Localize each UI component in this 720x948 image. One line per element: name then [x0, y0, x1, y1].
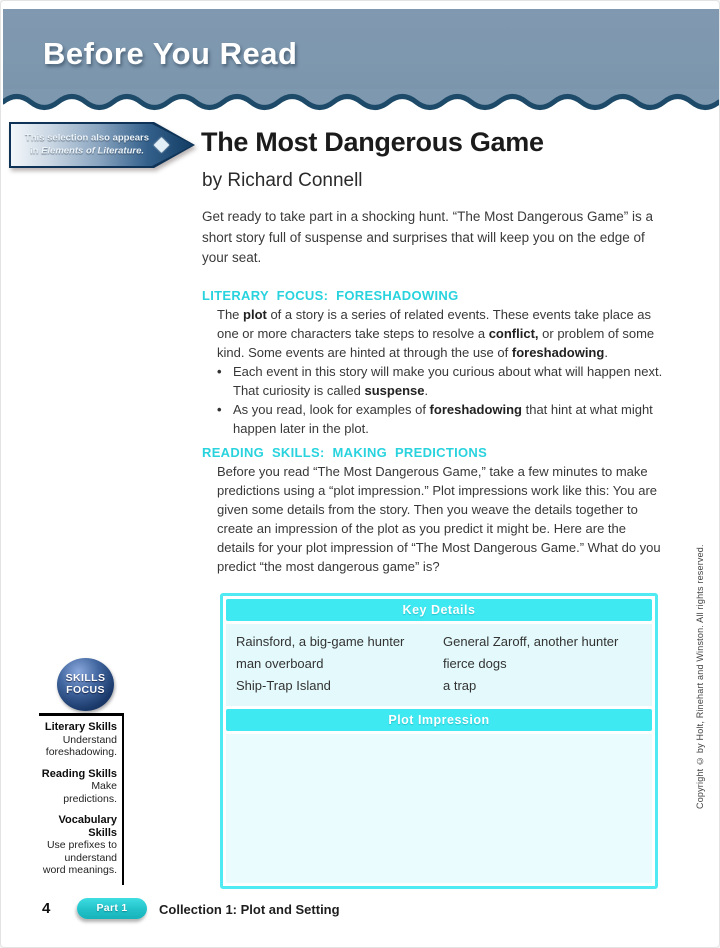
bullet-icon: •	[217, 364, 222, 379]
wave-border-decoration	[3, 89, 719, 115]
skills-group-reading	[39, 768, 117, 806]
reading-skills-paragraph: Before you read “The Most Dangerous Game,” take a few minutes to make predictions using a “plot impression.” Plot impressions work like this: You are given some details from the story. Then you weave the details together to create an impression of the plot as you predict it might be. Here are the details for your plot impression of “The Most Dangerous Game.” What do you predict “the most dangerous game” is?	[217, 464, 661, 574]
skills-sidebar	[39, 713, 124, 885]
plot-impression-table	[220, 593, 658, 889]
bullet-text: As you read, look for examples of foreshadowing that hint at what might happen later in the plot.	[233, 402, 653, 436]
key-detail-item: General Zaroff, another hunter	[443, 634, 619, 649]
collection-label: Collection 1: Plot and Setting	[159, 902, 340, 917]
skills-group-title: Literary Skills	[44, 721, 117, 733]
skills-focus-badge-line2: FOCUS	[66, 683, 105, 696]
skills-group-desc: Understand foreshadowing.	[45, 733, 117, 758]
skills-group-desc: Make predictions.	[63, 780, 117, 805]
key-detail-item: fierce dogs	[443, 656, 507, 671]
selection-author: by Richard Connell	[202, 170, 363, 191]
selection-note-text: This selection also appears in Elements of Literature.	[24, 132, 150, 156]
reading-skills-heading: READING SKILLS: MAKING PREDICTIONS	[202, 445, 488, 460]
part-badge: Part 1	[77, 898, 147, 919]
skills-focus-badge-line1: SKILLS	[65, 672, 106, 684]
key-details-rows	[226, 624, 652, 706]
copyright-notice: Copyright © by Holt, Rinehart and Winston. All rights reserved.	[695, 544, 705, 809]
bullet-item	[217, 400, 665, 438]
key-details-left-column	[236, 631, 435, 697]
banner-title: Before You Read	[43, 36, 298, 71]
intro-paragraph: Get ready to take part in a shocking hunt. “The Most Dangerous Game” is a short story full of suspense and surprises that will keep you on the edge of your seat.	[202, 209, 653, 265]
key-details-header: Key Details	[226, 599, 652, 621]
skills-group-title: Vocabulary Skills	[58, 814, 117, 839]
literary-focus-body	[217, 305, 665, 438]
plot-impression-header: Plot Impression	[226, 709, 652, 731]
page-top-banner	[3, 9, 719, 89]
skills-group-title: Reading Skills	[41, 767, 117, 780]
plot-impression-writing-area	[226, 734, 652, 883]
bullet-item	[217, 362, 665, 400]
key-details-right-column	[443, 631, 642, 697]
key-detail-item: Ship-Trap Island	[236, 678, 331, 693]
skills-focus-badge	[57, 658, 114, 711]
skills-group-literary	[39, 721, 117, 759]
key-detail-item: Rainsford, a big-game hunter	[236, 634, 405, 649]
bullet-text: Each event in this story will make you curious about what will happen next. That curiosity is called suspense.	[233, 364, 663, 398]
key-detail-item: man overboard	[236, 656, 324, 671]
skills-group-desc: Use prefixes to understand word meanings.	[42, 839, 117, 876]
bullet-icon: •	[217, 402, 222, 417]
selection-note-arrow	[9, 122, 195, 168]
skills-group-vocabulary	[39, 814, 117, 877]
key-detail-item: a trap	[443, 678, 477, 693]
literary-focus-heading: LITERARY FOCUS: FORESHADOWING	[202, 288, 459, 303]
selection-title: The Most Dangerous Game	[201, 127, 544, 157]
page-number: 4	[42, 900, 51, 917]
literary-focus-paragraph: The plot of a story is a series of related events. These events take place as one or more characters take steps to resolve a conflict, or problem of some kind. Some events are hinted at through the use of foreshadowing.	[217, 307, 655, 360]
